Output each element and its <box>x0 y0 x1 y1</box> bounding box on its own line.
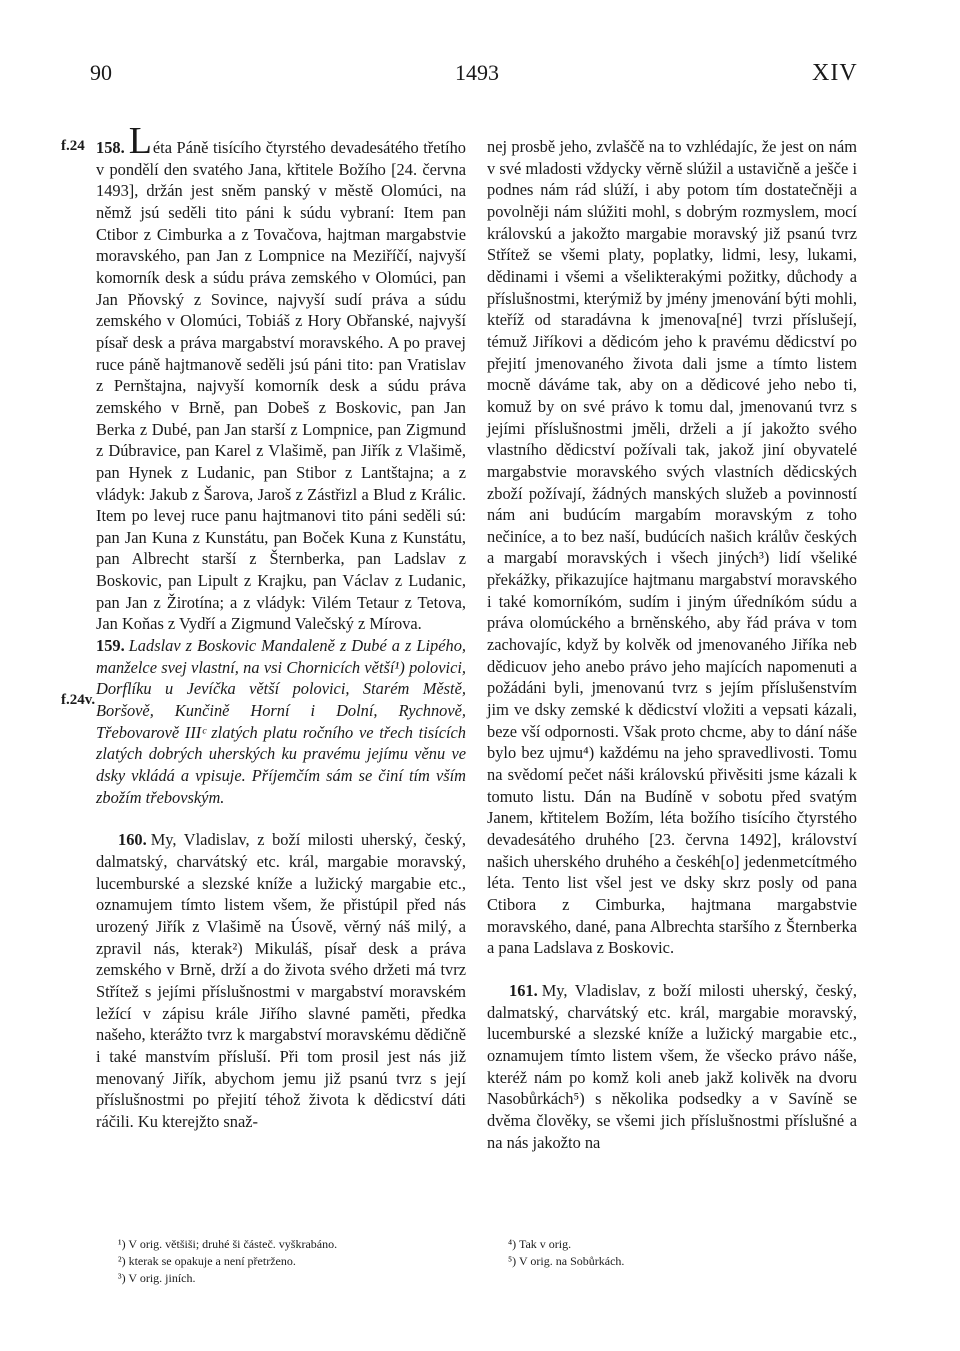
drop-cap: L <box>128 120 152 162</box>
entry-text: éta Páně tisícího čtyrstého devadesátého třetího v pondělí den svatého Jana, křtitele Božího [24. června 1493], držán jest sněm panský v městě Olomúci, na němž jsú seděli tito páni k súdu vybraní: Item pan Ctibor z Cimburka a z Tovačova, hajtman margabstvie moravského, pan Jan z Lompnice na Meziříčí, najvyší komorník desk a súdu práva zemského v Olomúci, pan Jan Pňovský z Sovince, najvyší sudí práva a súdu zemského v Olomúci, Tobiáš z Hory Obřanské, najvyší písař desk a práva margabství moravského. A po pravej ruce páně hajtmanově seděli jsú páni tito: pan Vratislav z Pernštajna, najvyší komorník desk a súdu práva zemského v Brně, pan Dobeš z Boskovic, pan Jan Berka z Dubé, pan Jan starší z Lompnice, pan Zigmund z Dúbravice, pan Karel z Vlašimě, pan Jiřík z Vlašimě, pan Hynek z Ludanic, pan Stibor z Lantštajna; a z vládyk: Jakub z Šarova, Jaroš z Zástřizl a Blud z Králic. Item po levej ruce panu hajtmanovi tito páni seděli sú: pan Jan Kuna z Kunstátu, pan Boček Kuna z Kunstátu, pan Albrecht starší z Šternberka, pan Ladslav z Boskovic, pan Lipult z Krajku, pan Václav z Ludanic, pan Jan z Žirotína; a z vládyk: Vilém Tetaur z Tetova, Jan Koňas z Vydří a Zigmund Valečský z Mírova. <box>96 138 466 634</box>
entry-text: My, Vladislav, z boží milosti uherský, český, dalmatský, charvátský etc. král, margabie moravský, lucemburské a slezské kníže a lužický margabie etc., oznamujem tímto listem všem, že všecko právo náše, kteréž nám po komž koli aneb jakž kolivěk na dvoru Nasobůrkách⁵) s několika podsedky a v Savíně se dvěma člověky, se všemi jich příslušnostmi příslušné a na nás jakožto na <box>487 980 857 1152</box>
footnotes-right <box>508 1236 624 1270</box>
footnote-1: ¹) V orig. většiši; druhé ši částeč. vyškrabáno. <box>118 1237 338 1251</box>
folio-note-1: f.24 <box>61 138 85 154</box>
entry-number: 161. <box>509 980 538 1000</box>
entry-160 <box>96 829 466 1132</box>
running-year: 1493 <box>455 60 499 85</box>
entry-number: 159. <box>96 636 125 656</box>
footnote-2: ²) kterak se opakuje a není přetrženo. <box>118 1254 296 1268</box>
entry-text: Ladslav z Boskovic Mandaleně z Dubé a z Lipého, manželce svej vlastní, na vsi Chornicích větší¹) polovici, Dorflíku u Jevíčka větší polovici, Starém Městě, Boršově, Kunčině Horní i Dolní, Rychnově, Třebovarově IIIᶜ zlatých platu ročního ve třech tisících zlatých dobrých uherských ku pravému jejímu věnu ve dsky vkládá a vpisuje. Příjemčím sám se činí tím vším zbožím třebovským. <box>96 636 466 807</box>
footnotes-left <box>118 1236 337 1287</box>
entry-number: 158. <box>96 138 125 157</box>
page-number: 90 <box>90 60 112 85</box>
entry-number: 160. <box>118 830 147 850</box>
entry-text: nej prosbě jeho, zvlaščě na to vzhlédajíc, že jest on nám v své mladosti vždycky věrně slúžil a ustavičně a ješče i podnes nám rád slúží, i aby potom tím dostatečněji a povolněji nám slúžiti mohl, s dobrým rozmyslem, mocí královskú a jakožto margabie moravský již psanú tvrz Střítež se všemi platy, poplatky, lidmi, lesy, lukami, dědinami i všemi a všelikterakými požitky, důchody a příslušnostmi, kterýmiž by jmény jmenování býti mohli, kteříž od staradávna k jmenova[né] tvrzi příslušejí, témuž Jiříkovi a dědicóm jeho k pravému dědicství po přejití jmenovaného života dali jsme a tímto listem mocně dáváme tak, aby on a dědicové jeho nebo ti, komuž by on své právo k tomu dal, jmenovanú tvrz s jejími příslušnostmi jměli, drželi a jí jakožto svého vlastního dědicství požívali tak, jakož jiní obyvatelé margabstvie moravského svých vlastních dědicských zboží požívají, žádných manských služeb a povinností nám ani budúcím margabím moravským z toho nečiníce, a to bez naší, budúcích našich králův českých a margabí moravských i všech jiných³) lidí všeliké překážky, přikazujíce hajtmanu margabství moravského i také komorníkóm, sudím i jiným úředníkóm súdu a práva olomúckého a brněnského, aby řád práva v tom zachovajíc, když by kolvěk od jmenovaného Jiříka neb dědicuov jeho anebo právo jeho majících napomenuti a požádáni byli, jmenovanú tvrz s jejím příslušenstvím jim ve dsky zemské k dědicství vložiti a vepsati kázali, beze vší odpornosti. Však proto chcme, aby to dání náše bylo bez ujmu⁴) každému na jeho spravedlivosti. Tomu na svědomí pečet náši královskú přivěsiti jsme kázali k tomuto listu. Dán na Budíně v sobotu před svatým Janem, křtitelem Božím, léta božího tisícího čtyrstého devadesátého druhého [23. června 1492], království našich uherského druhého a českéh[o] jedenmetcítmého léta. Tento list všel jest ve dsky skrz posly od pana Ctibora z Cimburka, hajtmana margabstvie moravského, dané, pana Albrechta staršího z Šternberka a pana Ladslava z Boskovic. <box>487 137 857 958</box>
entry-160-continued <box>487 136 857 959</box>
right-column <box>487 136 857 1153</box>
entry-161 <box>487 980 857 1153</box>
entry-159 <box>96 635 466 808</box>
folio-note-2: f.24v. <box>61 692 96 708</box>
footnote-5: ⁵) V orig. na Sobůrkách. <box>508 1254 625 1268</box>
footnote-4: ⁴) Tak v orig. <box>508 1237 572 1251</box>
entry-text: My, Vladislav, z boží milosti uherský, český, dalmatský, charvátský etc. král, margabie moravský, lucemburské a slezské kníže a lužický margabie etc., oznamujem tímto listem všem, že přistúpil před nás urozený Jiřík z Vlašimě na Úsově, věrný náš milý, a zpravil nás, kterak²) Mikuláš, písař desk a práva zemského v Brně, drží a do života svého držeti má tvrz Střítež s jejími příslušnostmi v margabství moravském ležící v zápisu krále Jiřího slavné paměti, předka našeho, kterážto tvrz k margabství moravskému dědičně i také manstvím přísluší. Při tom prosil jest nás již menovaný Jiřík, abychom jemu již psanú tvrz s její příslušnostmi po přejití téhož života k dědicství dáti ráčili. Ku kterejžto snaž- <box>96 830 466 1131</box>
entry-158 <box>96 120 466 635</box>
footnote-3: ³) V orig. jiních. <box>118 1271 196 1285</box>
volume-number: XIV <box>812 60 858 86</box>
left-column <box>96 120 466 1133</box>
